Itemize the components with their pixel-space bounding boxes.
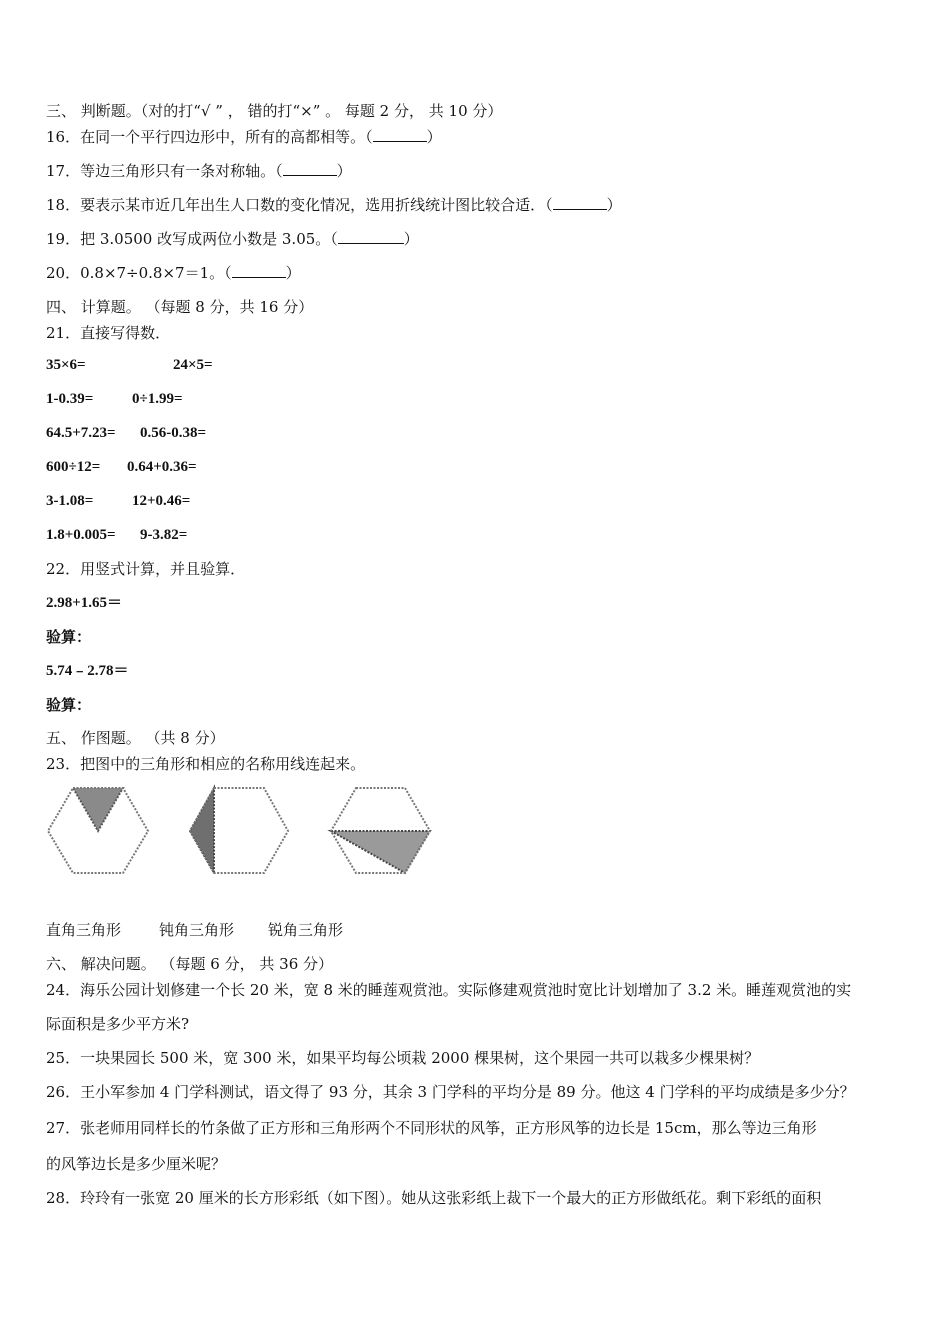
check-label-1: 验算： xyxy=(46,628,92,646)
calc-item: 3-1.08= xyxy=(46,493,94,509)
question-26: 26．王小军参加 4 门学科测试，语文得了 93 分，其余 3 门学科的平均分是 89 分。他这 4 门学科的平均成绩是多少分？ xyxy=(46,1083,855,1101)
paren: ） xyxy=(403,230,419,248)
question-24-cont: 际面积是多少平方米? xyxy=(46,1015,190,1033)
q-text: 19．把 3.0500 改写成两位小数是 3.05。（ xyxy=(46,230,338,248)
calc-item: 0÷1.99= xyxy=(132,391,183,407)
section-6-title: 六、 解决问题。 （每题 6 分， 共 36 分） xyxy=(46,955,334,973)
paren: ） xyxy=(285,264,301,282)
paren: ） xyxy=(426,128,442,146)
hexagon-figure-1 xyxy=(48,788,148,873)
question-21: 21．直接写得数． xyxy=(46,324,171,342)
shaded-triangle xyxy=(331,831,430,873)
shaded-triangle xyxy=(190,788,214,873)
question-23: 23．把图中的三角形和相应的名称用线连起来。 xyxy=(46,755,366,773)
paren: ） xyxy=(336,162,352,180)
question-24: 24．海乐公园计划修建一个长 20 米，宽 8 米的睡莲观赏池。实际修建观赏池时宽比计划增加了 3.2 米。睡莲观赏池的实 xyxy=(46,981,852,999)
question-28: 28．玲玲有一张宽 20 厘米的长方形彩纸（如下图）。她从这张彩纸上裁下一个最大的正方形做纸花。剩下彩纸的面积 xyxy=(46,1189,822,1207)
calc-item: 64.5+7.23= xyxy=(46,425,116,441)
calc-item: 600÷12= xyxy=(46,459,101,475)
q-text: 16．在同一个平行四边形中，所有的高都相等。（ xyxy=(46,128,373,146)
question-22: 22．用竖式计算，并且验算． xyxy=(46,560,246,578)
calc-item: 1.8+0.005= xyxy=(46,527,116,543)
section-4-title: 四、 计算题。 （每题 8 分，共 16 分） xyxy=(46,298,314,316)
hexagon-figure-3 xyxy=(331,788,430,873)
question-27: 27．张老师用同样长的竹条做了正方形和三角形两个不同形状的风筝，正方形风筝的边长是 15cm，那么等边三角形 xyxy=(46,1119,817,1137)
paren: ） xyxy=(606,196,622,214)
calc-item: 0.64+0.36= xyxy=(127,459,197,475)
question-27-cont: 的风筝边长是多少厘米呢？ xyxy=(46,1155,227,1173)
calc-item: 24×5= xyxy=(173,357,213,373)
triangle-name-acute: 锐角三角形 xyxy=(268,921,344,939)
triangle-name-obtuse: 钝角三角形 xyxy=(159,921,235,939)
q-text: 20．0.8×7÷0.8×7＝1。（ xyxy=(46,264,232,282)
calc-item: 35×6= xyxy=(46,357,86,373)
calc-item: 12+0.46= xyxy=(132,493,191,509)
vertical-calc-1: 2.98+1.65＝ xyxy=(46,595,123,611)
calc-item: 9-3.82= xyxy=(140,527,188,543)
hexagon-figure-2 xyxy=(190,788,288,873)
calc-item: 1-0.39= xyxy=(46,391,94,407)
vertical-calc-2: 5.74﹣2.78＝ xyxy=(46,663,129,679)
q-text: 18．要表示某市近几年出生人口数的变化情况，选用折线统计图比较合适．（ xyxy=(46,196,553,214)
section-3-title: 三、 判断题。（对的打“√ ” ， 错的打“×” 。 每题 2 分， 共 10 分） xyxy=(46,102,503,120)
triangle-name-right: 直角三角形 xyxy=(46,921,122,939)
calc-item: 0.56-0.38= xyxy=(140,425,207,441)
section-5-title: 五、 作图题。 （共 8 分） xyxy=(46,729,225,747)
shaded-triangle xyxy=(73,788,123,831)
q-text: 17．等边三角形只有一条对称轴。（ xyxy=(46,162,283,180)
check-label-2: 验算： xyxy=(46,696,92,714)
question-25: 25．一块果园长 500 米，宽 300 米，如果平均每公顷栽 2000 棵果树，这个果园一共可以栽多少棵果树？ xyxy=(46,1049,760,1067)
